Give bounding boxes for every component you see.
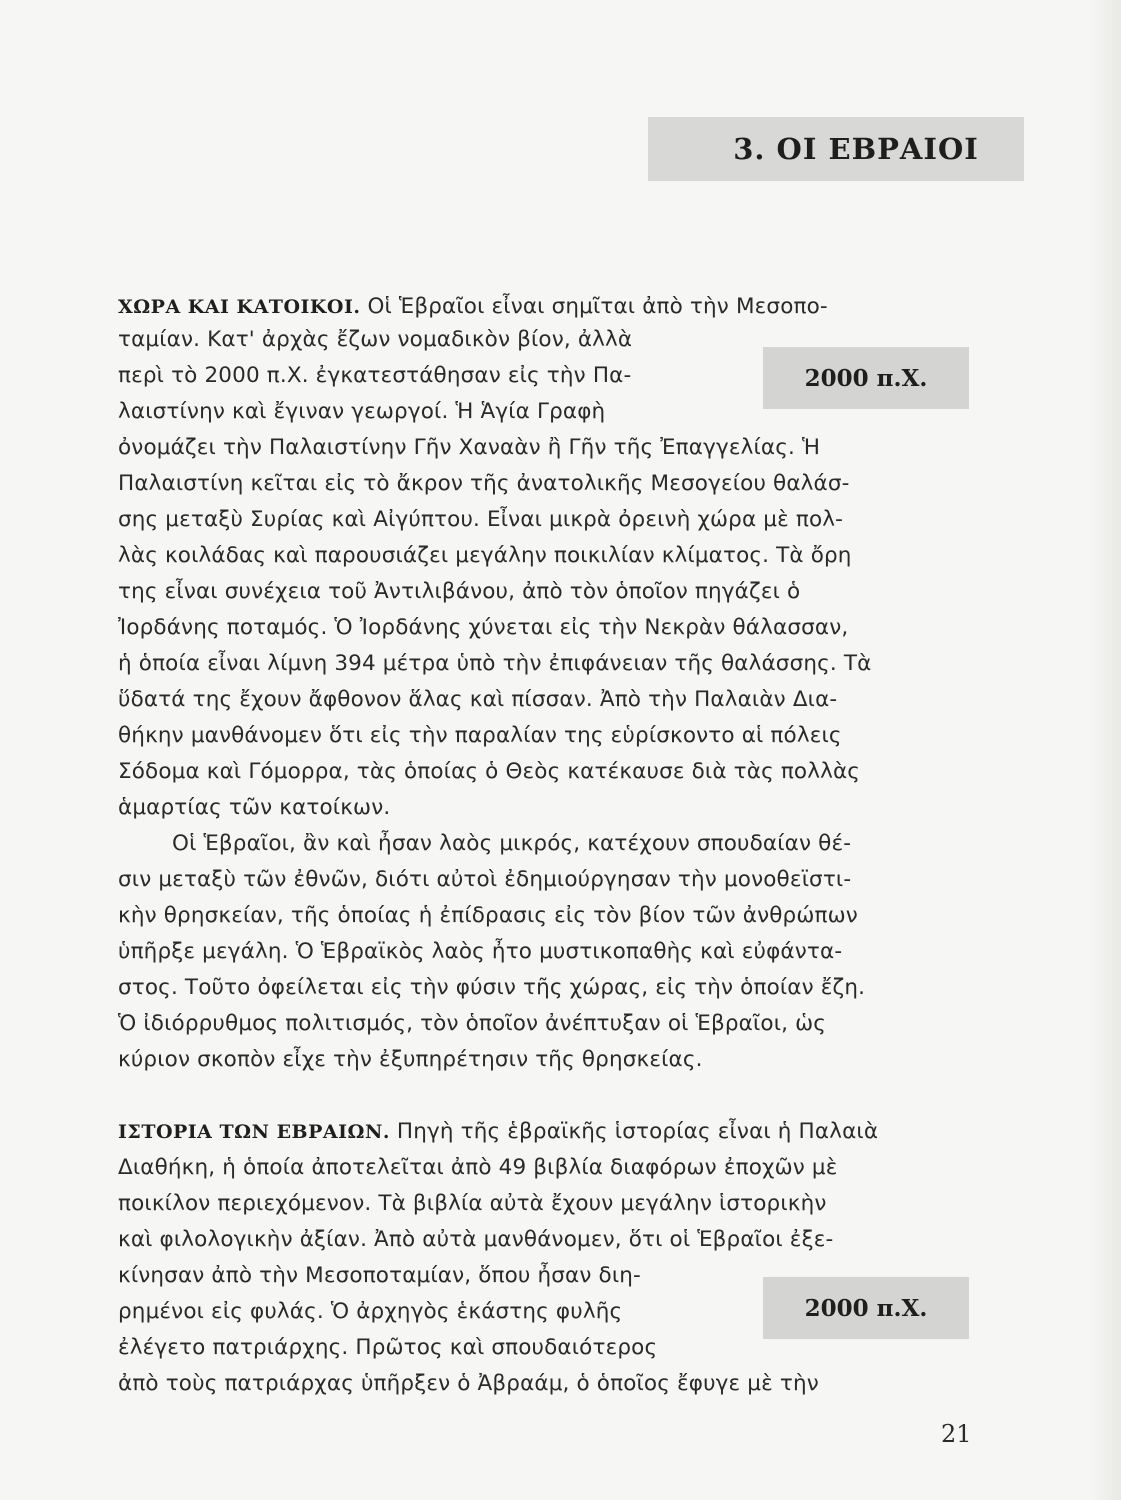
text-line: Σόδομα καὶ Γόμορρα, τὰς ὁποίας ὁ Θεὸς κατέκαυσε διὰ τὰς πολλὰς — [118, 759, 861, 784]
page-edge-shadow — [1090, 0, 1121, 1500]
body-text: Πηγὴ τῆς ἑβραϊκῆς ἱστορίας εἶναι ἡ Παλαιὰ — [396, 1119, 879, 1144]
text-line: ποικίλον περιεχόμενον. Τὰ βιβλία αὐτὰ ἔχουν μεγάλην ἱστορικὴν — [118, 1191, 827, 1216]
page-number: 21 — [941, 1420, 972, 1448]
margin-date-box — [763, 347, 969, 409]
text-line: κὴν θρησκείαν, τῆς ὁποίας ἡ ἐπίδρασις εἰς τὸν βίον τῶν ἀνθρώπων — [118, 903, 858, 928]
text-line: ὀνομάζει τὴν Παλαιστίνην Γῆν Χαναὰν ἢ Γῆν τῆς Ἐπαγγελίας. Ἡ — [118, 435, 821, 460]
text-line: Παλαιστίνη κεῖται εἰς τὸ ἄκρον τῆς ἀνατολικῆς Μεσογείου θαλάσ- — [118, 471, 850, 496]
margin-date-label: 2000 π.Χ. — [804, 1294, 928, 1322]
chapter-title: 3. ΟΙ ΕΒΡΑΙΟΙ — [733, 132, 979, 166]
text-line: λαιστίνην καὶ ἔγιναν γεωργοί. Ἡ Ἁγία Γραφὴ — [118, 399, 606, 424]
section-heading: ΧΩΡΑ ΚΑΙ ΚΑΤΟΙΚΟΙ. — [118, 296, 361, 318]
text-line: Ἰορδάνης ποταμός. Ὁ Ἰορδάνης χύνεται εἰς τὴν Νεκρὰν θάλασσαν, — [118, 615, 849, 640]
text-line: ἡ ὁποία εἶναι λίμνη 394 μέτρα ὑπὸ τὴν ἐπιφάνειαν τῆς θαλάσσης. Τὰ — [118, 651, 872, 676]
text-line: ὕδατά της ἔχουν ἄφθονον ἅλας καὶ πίσσαν. Ἀπὸ τὴν Παλαιὰν Δια- — [118, 687, 838, 712]
text-line: ἁμαρτίας τῶν κατοίκων. — [118, 795, 391, 820]
text-line: σιν μεταξὺ τῶν ἐθνῶν, διότι αὐτοὶ ἐδημιούργησαν τὴν μονοθεϊστι- — [118, 867, 852, 892]
text-line — [118, 292, 828, 322]
text-line — [118, 1117, 878, 1147]
text-line: περὶ τὸ 2000 π.Χ. ἐγκατεστάθησαν εἰς τὴν Πα- — [118, 363, 632, 388]
text-line: καὶ φιλολογικὴν ἀξίαν. Ἀπὸ αὐτὰ μανθάνομεν, ὅτι οἱ Ἑβραῖοι ἐξε- — [118, 1227, 834, 1252]
text-line: λὰς κοιλάδας καὶ παρουσιάζει μεγάλην ποικιλίαν κλίματος. Τὰ ὄρη — [118, 543, 852, 568]
text-line: σης μεταξὺ Συρίας καὶ Αἰγύπτου. Εἶναι μικρὰ ὀρεινὴ χώρα μὲ πολ- — [118, 507, 844, 532]
body-text: Οἱ Ἑβραῖοι εἶναι σημῖται ἀπὸ τὴν Μεσοπο- — [367, 294, 828, 319]
text-line: θήκην μανθάνομεν ὅτι εἰς τὴν παραλίαν της εὑρίσκοντο αἱ πόλεις — [118, 723, 842, 748]
text-line: ρημένοι εἰς φυλάς. Ὁ ἀρχηγὸς ἑκάστης φυλῆς — [118, 1299, 623, 1324]
margin-date-label: 2000 π.Χ. — [804, 364, 928, 392]
text-line: της εἶναι συνέχεια τοῦ Ἀντιλιβάνου, ἀπὸ τὸν ὁποῖον πηγάζει ὁ — [118, 579, 801, 604]
text-line: ταμίαν. Κατ' ἀρχὰς ἔζων νομαδικὸν βίον, ἀλλὰ — [118, 327, 633, 352]
chapter-title-box — [648, 117, 1024, 181]
text-line: ἐλέγετο πατριάρχης. Πρῶτος καὶ σπουδαιότερος — [118, 1335, 658, 1360]
text-line: κίνησαν ἀπὸ τὴν Μεσοποταμίαν, ὅπου ἦσαν διη- — [118, 1263, 641, 1288]
text-line: κύριον σκοπὸν εἶχε τὴν ἐξυπηρέτησιν τῆς θρησκείας. — [118, 1047, 703, 1072]
text-line: στος. Τοῦτο ὀφείλεται εἰς τὴν φύσιν τῆς χώρας, εἰς τὴν ὁποίαν ἔζη. — [118, 975, 866, 1000]
text-line: Οἱ Ἑβραῖοι, ἂν καὶ ἦσαν λαὸς μικρός, κατέχουν σπουδαίαν θέ- — [172, 831, 852, 856]
text-line: ὑπῆρξε μεγάλη. Ὁ Ἑβραϊκὸς λαὸς ἦτο μυστικοπαθὴς καὶ εὐφάντα- — [118, 939, 843, 964]
margin-date-box — [763, 1277, 969, 1339]
text-line: Ὁ ἰδιόρρυθμος πολιτισμός, τὸν ὁποῖον ἀνέπτυξαν οἱ Ἑβραῖοι, ὡς — [118, 1011, 827, 1036]
text-line: ἀπὸ τοὺς πατριάρχας ὑπῆρξεν ὁ Ἀβραάμ, ὁ ὁποῖος ἔφυγε μὲ τὴν — [118, 1371, 819, 1396]
text-line: Διαθήκη, ἡ ὁποία ἀποτελεῖται ἀπὸ 49 βιβλία διαφόρων ἐποχῶν μὲ — [118, 1155, 838, 1180]
section-heading: ΙΣΤΟΡΙΑ ΤΩΝ ΕΒΡΑΙΩΝ. — [118, 1121, 390, 1143]
